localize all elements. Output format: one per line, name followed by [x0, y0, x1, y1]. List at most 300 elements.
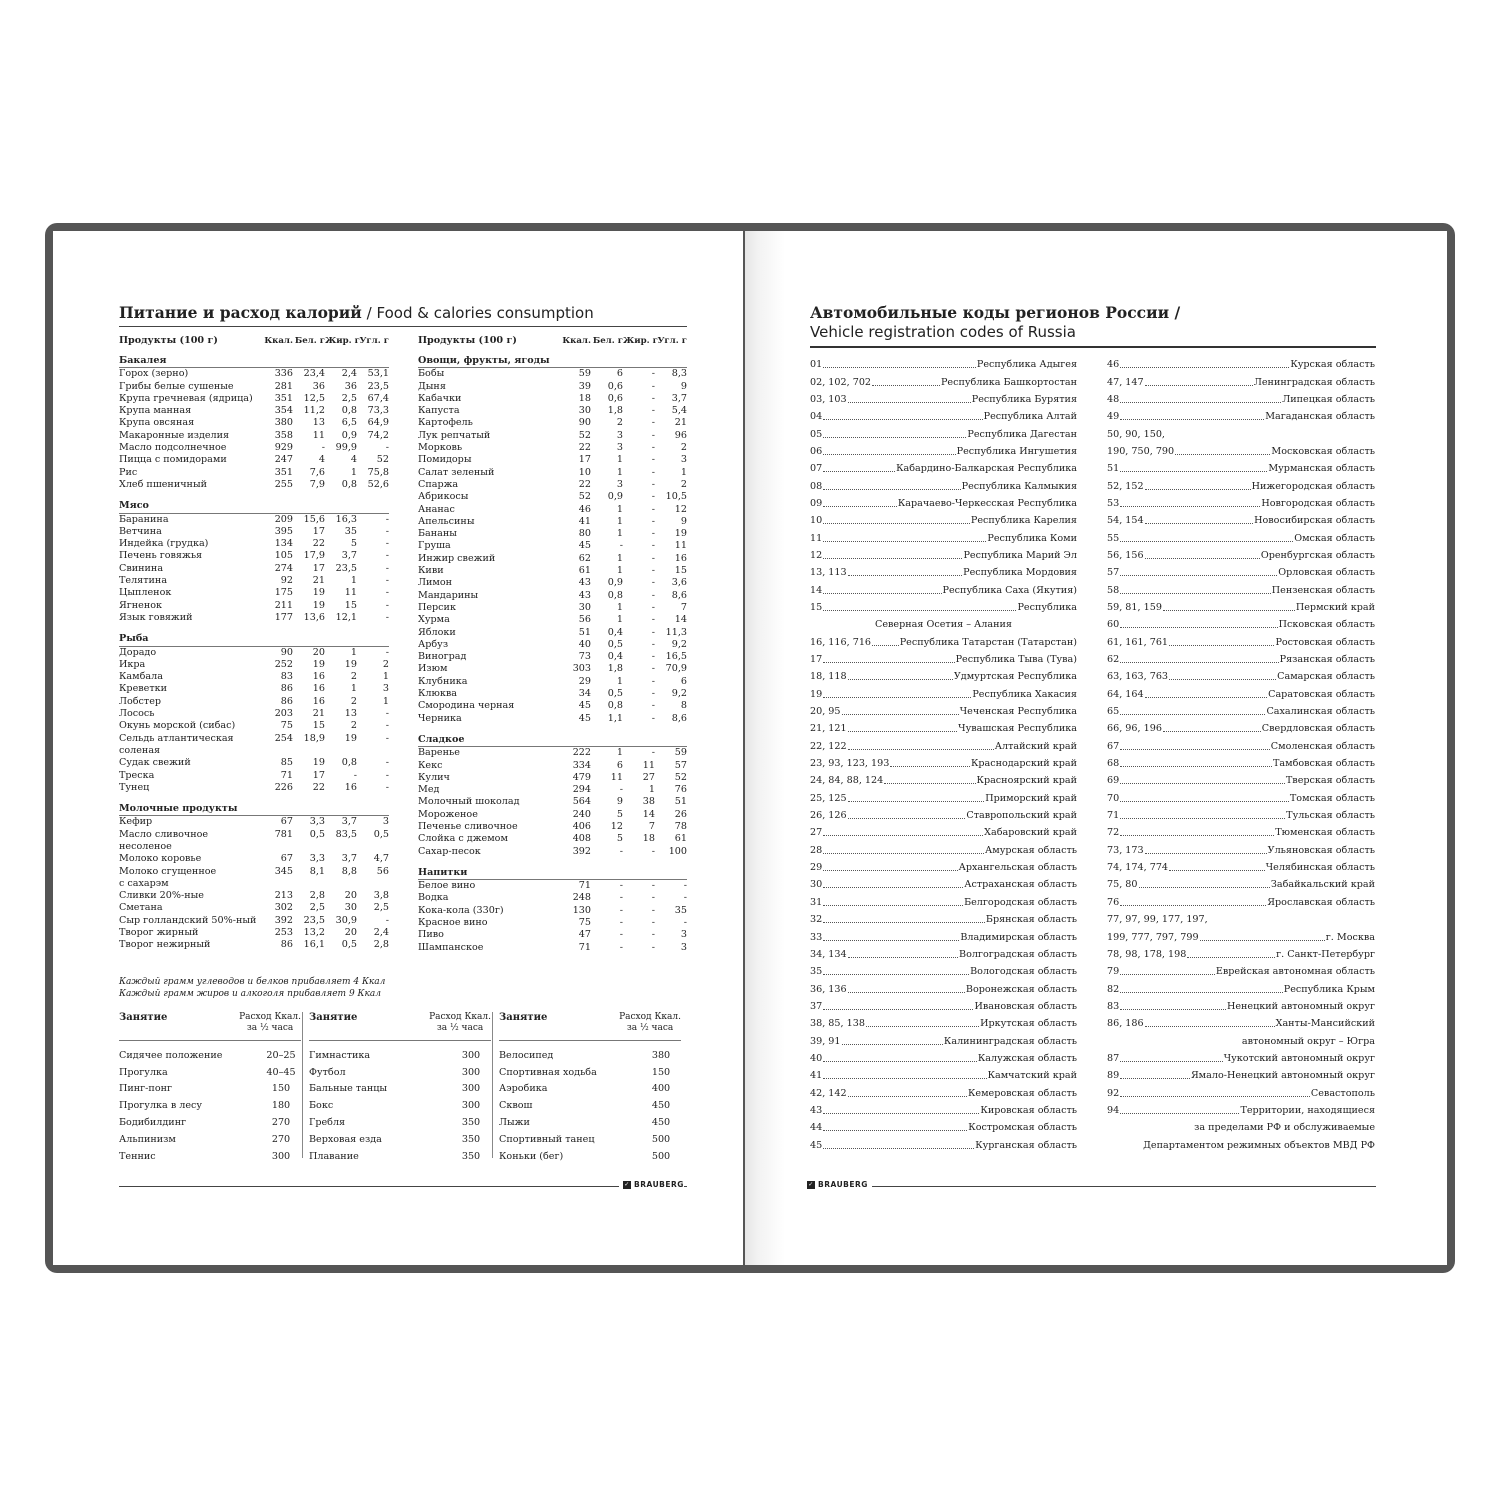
food-value: 302 [274, 902, 293, 914]
food-name: Мед [418, 784, 440, 796]
dot-leader [848, 818, 966, 819]
brand-logo [807, 1180, 872, 1189]
food-value: 10,5 [665, 491, 687, 503]
region-row [1107, 807, 1375, 824]
food-value: 211 [274, 599, 293, 611]
region-row [810, 1032, 1077, 1049]
region-name: Костромская область [968, 1122, 1077, 1134]
food-row [418, 760, 687, 772]
food-name: Икра [119, 658, 146, 670]
food-value: - [321, 442, 325, 454]
food-name: Яблоки [418, 626, 456, 638]
food-name: Виноград [418, 651, 467, 663]
region-code: 86, 186 [1107, 1018, 1144, 1030]
food-row [119, 514, 389, 526]
food-value: 78 [674, 820, 687, 832]
food-value: 17 [312, 525, 325, 537]
region-row [1107, 668, 1375, 685]
dot-leader [823, 558, 962, 559]
food-value: 26 [674, 808, 687, 820]
food-value: 1 [616, 601, 623, 613]
dot-leader [1120, 506, 1260, 507]
region-name: Вологодская область [970, 966, 1077, 978]
region-name: Архангельская область [958, 862, 1077, 874]
dot-leader [1120, 818, 1285, 819]
region-name: Самарская область [1277, 671, 1375, 683]
food-row [418, 772, 687, 784]
region-row [1107, 477, 1375, 494]
region-row [1107, 894, 1375, 911]
activity-name: Гимнастика [309, 1049, 371, 1061]
dot-leader [823, 853, 984, 854]
activity-row [309, 1047, 491, 1064]
dot-leader [866, 1026, 979, 1027]
dot-leader [1120, 783, 1285, 784]
region-name: Ненецкий автономный округ [1226, 1000, 1375, 1012]
activity-kcal-header [239, 1012, 301, 1040]
region-code: 87 [1107, 1052, 1120, 1064]
food-row [418, 821, 687, 833]
food-name: Телятина [119, 575, 168, 587]
food-value: 11 [674, 540, 687, 552]
food-value: 13,2 [303, 927, 325, 939]
food-row [119, 816, 389, 828]
region-row [810, 634, 1077, 651]
activity-kcal-label: Расход Ккал. [619, 1012, 681, 1022]
activity-kcal: 450 [651, 1117, 671, 1129]
food-name: Печень говяжья [119, 550, 203, 562]
food-name: Лобстер [119, 695, 162, 707]
open-notebook [45, 223, 1455, 1273]
food-value: 248 [572, 892, 591, 904]
food-name: Грибы белые сушеные [119, 380, 234, 392]
food-value: 52 [578, 429, 591, 441]
food-value: 1 [616, 466, 623, 478]
food-value: 8 [680, 700, 687, 712]
region-code: 67 [1107, 740, 1120, 752]
region-code: 13, 113 [810, 567, 847, 579]
food-value: 392 [274, 914, 293, 926]
region-row-cont [1107, 1032, 1375, 1049]
region-row [810, 425, 1077, 442]
dot-leader [1120, 471, 1267, 472]
region-row [810, 391, 1077, 408]
region-code: 28 [810, 844, 823, 856]
food-name: Крупа гречневая (ядрица) [119, 392, 253, 404]
region-row [810, 911, 1077, 928]
food-value: 86 [280, 695, 293, 707]
food-value: 4 [350, 454, 357, 466]
food-value: 20 [344, 890, 357, 902]
food-value: 45 [578, 712, 591, 724]
region-codes-left [810, 356, 1077, 1154]
food-value: 11 [344, 587, 357, 599]
food-value: 253 [274, 927, 293, 939]
region-code: 79 [1107, 966, 1120, 978]
food-name: Персик [418, 601, 456, 613]
region-row [810, 668, 1077, 685]
region-row [810, 824, 1077, 841]
food-value: 177 [274, 611, 293, 623]
food-row [119, 770, 389, 782]
food-value: 71 [280, 769, 293, 781]
food-value: 52 [578, 491, 591, 503]
food-value: 564 [572, 796, 591, 808]
food-value: 17,9 [303, 550, 325, 562]
region-name: Республика Карелия [970, 515, 1077, 527]
food-value: 11 [312, 429, 325, 441]
header-protein: Бел. г [294, 336, 325, 346]
activity-kcal: 350 [461, 1150, 481, 1162]
region-row [1107, 651, 1375, 668]
food-value: - [651, 651, 655, 663]
food-value: 380 [274, 417, 293, 429]
food-value: 92 [280, 575, 293, 587]
region-code: 78, 98, 178, 198 [1107, 948, 1187, 960]
food-row [418, 614, 687, 626]
region-name: Тюменская область [1275, 827, 1375, 839]
region-name: Республика Тыва (Тува) [955, 654, 1077, 666]
region-code: 08 [810, 480, 823, 492]
region-row [810, 356, 1077, 373]
activity-kcal: 350 [461, 1117, 481, 1129]
activity-separator [492, 1012, 493, 1158]
food-row [418, 368, 687, 380]
region-name: Ямало-Ненецкий автономный округ [1190, 1070, 1375, 1082]
dot-leader [1187, 957, 1275, 958]
food-row [119, 829, 389, 841]
food-value: 36 [344, 380, 357, 392]
activity-header [309, 1012, 491, 1041]
footer-rule [119, 1186, 687, 1187]
region-code: 199, 777, 797, 799 [1107, 931, 1199, 943]
table-header [418, 335, 687, 355]
food-name: Крупа овсяная [119, 417, 195, 429]
region-name: Свердловская область [1261, 723, 1375, 735]
food-value: 64,9 [367, 417, 389, 429]
activity-kcal: 350 [461, 1133, 481, 1145]
region-name: Красноярский край [976, 775, 1077, 787]
food-value: 4 [318, 454, 325, 466]
food-value: 9,2 [671, 638, 687, 650]
dot-leader [848, 402, 971, 403]
food-value: 1,8 [607, 405, 623, 417]
dot-leader [823, 922, 985, 923]
region-name: Новосибирская область [1254, 515, 1375, 527]
food-value: 30 [344, 902, 357, 914]
food-row [119, 733, 389, 745]
activity-row [499, 1114, 681, 1131]
note-line: Каждый грамм жиров и алкоголя прибавляет 9 Ккал [119, 989, 381, 999]
food-value: 5 [350, 538, 357, 550]
region-code: 55 [1107, 532, 1120, 544]
food-value: 3,7 [671, 392, 687, 404]
food-value: 15 [344, 599, 357, 611]
region-code: 72 [1107, 827, 1120, 839]
region-name: Брянская область [985, 914, 1077, 926]
region-name: Тульская область [1286, 810, 1375, 822]
food-value: 2,8 [309, 890, 325, 902]
dot-leader [823, 419, 982, 420]
region-row [810, 842, 1077, 859]
region-name: Республика Башкортостан [940, 376, 1077, 388]
region-row [1107, 720, 1375, 737]
food-name: Арбуз [418, 638, 449, 650]
activity-name: Бодибилдинг [119, 1117, 187, 1129]
brand-logo [619, 1180, 684, 1189]
food-value: 2 [680, 442, 687, 454]
dot-leader [1120, 1113, 1239, 1114]
food-value: 2,4 [341, 368, 357, 380]
food-value: - [651, 917, 655, 929]
region-code: 50, 90, 150, [1107, 428, 1165, 440]
food-row [418, 833, 687, 845]
food-row [119, 393, 389, 405]
region-name: Республика Калмыкия [961, 480, 1077, 492]
dot-leader [1120, 627, 1277, 628]
food-value: 53,1 [367, 368, 389, 380]
region-name: Курская область [1290, 359, 1375, 371]
food-value: 15,6 [303, 513, 325, 525]
food-value: 2 [350, 671, 357, 683]
region-row [1107, 928, 1375, 945]
table-header [119, 335, 389, 355]
region-name: Рязанская область [1279, 654, 1375, 666]
food-value: 0,5 [373, 828, 389, 840]
dot-leader [1163, 610, 1295, 611]
region-code: 20, 95 [810, 706, 841, 718]
region-name: Сахалинская область [1266, 706, 1375, 718]
food-value: 56 [578, 614, 591, 626]
food-row [418, 676, 687, 688]
food-value: - [651, 368, 655, 380]
region-row [810, 686, 1077, 703]
food-value: 0,5 [607, 688, 623, 700]
food-value: - [651, 601, 655, 613]
food-value: 175 [274, 587, 293, 599]
activity-row [119, 1148, 301, 1165]
food-value: 45 [578, 700, 591, 712]
food-value: 130 [572, 904, 591, 916]
food-value: 0,8 [341, 405, 357, 417]
food-value: - [619, 784, 623, 796]
region-row [1107, 529, 1375, 546]
activity-row [119, 1097, 301, 1114]
food-value: 9 [680, 380, 687, 392]
region-row [1107, 790, 1375, 807]
dot-leader [1120, 1009, 1226, 1010]
region-row [1107, 391, 1375, 408]
dot-leader [1120, 593, 1271, 594]
food-value: - [651, 638, 655, 650]
food-value: 2,5 [309, 902, 325, 914]
food-name: Пиво [418, 929, 444, 941]
food-name: Творог жирный [119, 927, 199, 939]
food-name: Цыпленок [119, 587, 172, 599]
food-value: 7,6 [309, 466, 325, 478]
food-value: - [385, 513, 389, 525]
food-value: 2,5 [341, 392, 357, 404]
food-value: 12,1 [335, 611, 357, 623]
food-value: 1 [350, 575, 357, 587]
region-row [1107, 911, 1375, 928]
food-value: 40 [578, 638, 591, 650]
category-heading: Мясо [119, 500, 389, 513]
food-value: - [651, 626, 655, 638]
region-code: 76 [1107, 896, 1120, 908]
food-value: - [683, 880, 687, 892]
food-row [418, 417, 687, 429]
food-row [119, 550, 389, 562]
food-value: 16 [312, 683, 325, 695]
region-row [1107, 963, 1375, 980]
region-name: Республика [1017, 601, 1077, 613]
food-row [119, 600, 389, 612]
food-value: 2,4 [373, 927, 389, 939]
region-row [810, 720, 1077, 737]
brand-mark-icon: ✓ [808, 1180, 814, 1188]
activity-kcal: 300 [271, 1150, 291, 1162]
region-name: Нижегородская область [1251, 480, 1375, 492]
food-value: 15 [674, 565, 687, 577]
food-title [119, 303, 594, 322]
region-row [1107, 859, 1375, 876]
region-row [810, 512, 1077, 529]
region-name: Камчатский край [987, 1070, 1077, 1082]
dot-leader [848, 1096, 967, 1097]
food-row [418, 905, 687, 917]
activity-row [309, 1131, 491, 1148]
vehicle-title-rule [810, 346, 1376, 348]
region-code: 89 [1107, 1070, 1120, 1082]
activity-kcal: 180 [271, 1100, 291, 1112]
food-value: 0,8 [607, 700, 623, 712]
region-codes-right [1107, 356, 1375, 1154]
food-row [119, 939, 389, 951]
dot-leader [1169, 870, 1265, 871]
activity-kcal: 500 [651, 1150, 671, 1162]
food-value: 0,8 [607, 589, 623, 601]
region-code: 21, 121 [810, 723, 847, 735]
region-row [810, 495, 1077, 512]
region-code: 49 [1107, 411, 1120, 423]
food-value: 3,6 [671, 577, 687, 589]
food-name: Дорадо [119, 646, 157, 658]
region-code: 31 [810, 896, 823, 908]
dot-leader [1120, 1096, 1310, 1097]
food-value: 2 [616, 417, 623, 429]
region-code: 94 [1107, 1104, 1120, 1116]
food-name: Груша [418, 540, 451, 552]
food-row [119, 708, 389, 720]
food-value: 3,7 [341, 816, 357, 828]
food-value: 11 [610, 771, 623, 783]
region-name: Севастополь [1310, 1087, 1375, 1099]
calorie-notes [119, 976, 385, 1000]
food-value: 19 [312, 658, 325, 670]
region-name: Владимирская область [960, 931, 1077, 943]
food-value: - [683, 917, 687, 929]
dot-leader [823, 1078, 986, 1079]
region-name: Еврейская автономная область [1215, 966, 1375, 978]
region-code: 61, 161, 761 [1107, 636, 1169, 648]
food-name: Спаржа [418, 478, 459, 490]
food-value: 213 [274, 890, 293, 902]
food-value: 80 [578, 528, 591, 540]
region-name: Республика Алтай [983, 411, 1077, 423]
food-row [418, 528, 687, 540]
region-code: 51 [1107, 463, 1120, 475]
food-value: - [619, 845, 623, 857]
dot-leader [848, 992, 965, 993]
food-value: 1 [382, 695, 389, 707]
region-row [1107, 998, 1375, 1015]
food-value: 0,8 [341, 478, 357, 490]
food-value: 0,9 [607, 491, 623, 503]
region-name-cont: Департаментом режимных объектов МВД РФ [1143, 1139, 1375, 1151]
food-value: 11 [642, 759, 655, 771]
region-name: Калужская область [977, 1052, 1077, 1064]
dot-leader [1120, 662, 1278, 663]
header-kcal: Ккал. [562, 336, 591, 346]
dot-leader [1120, 749, 1270, 750]
region-row [810, 1084, 1077, 1101]
food-value: 0,9 [607, 577, 623, 589]
food-name: Дыня [418, 380, 446, 392]
food-name: Молочный шоколад [418, 796, 520, 808]
region-row [810, 703, 1077, 720]
food-value: 22 [578, 478, 591, 490]
region-name: Территории, находящиеся [1240, 1104, 1375, 1116]
food-value: 1 [616, 747, 623, 759]
food-value: - [385, 732, 389, 744]
food-value: 20 [344, 927, 357, 939]
food-value: - [619, 880, 623, 892]
food-value: 781 [274, 828, 293, 840]
activity-row [309, 1081, 491, 1098]
food-value: 52 [376, 454, 389, 466]
food-table-left [119, 335, 389, 952]
category-heading: Сладкое [418, 734, 687, 747]
dot-leader [823, 835, 983, 836]
food-row [119, 902, 389, 914]
food-value: 18,9 [303, 732, 325, 744]
dot-leader [823, 1061, 977, 1062]
food-row [418, 880, 687, 892]
food-value: 222 [572, 747, 591, 759]
food-value: - [385, 611, 389, 623]
food-value: - [651, 929, 655, 941]
food-value: 51 [674, 796, 687, 808]
food-row [119, 671, 389, 683]
dot-leader [884, 783, 975, 784]
region-name: Республика Татарстан (Татарстан) [899, 636, 1077, 648]
food-value: 70,9 [665, 663, 687, 675]
region-name-cont: за пределами РФ и обслуживаемые [1194, 1122, 1375, 1134]
food-value: 203 [274, 708, 293, 720]
dot-leader [872, 645, 899, 646]
right-page [745, 231, 1447, 1265]
food-value: 209 [274, 513, 293, 525]
food-value: 395 [274, 525, 293, 537]
region-name: г. Санкт-Петербург [1276, 948, 1375, 960]
food-value: 9 [680, 515, 687, 527]
region-code: 32 [810, 914, 823, 926]
region-name: Краснодарский край [970, 758, 1077, 770]
food-row [418, 639, 687, 651]
food-value: 0,4 [607, 626, 623, 638]
food-value: 1 [350, 683, 357, 695]
